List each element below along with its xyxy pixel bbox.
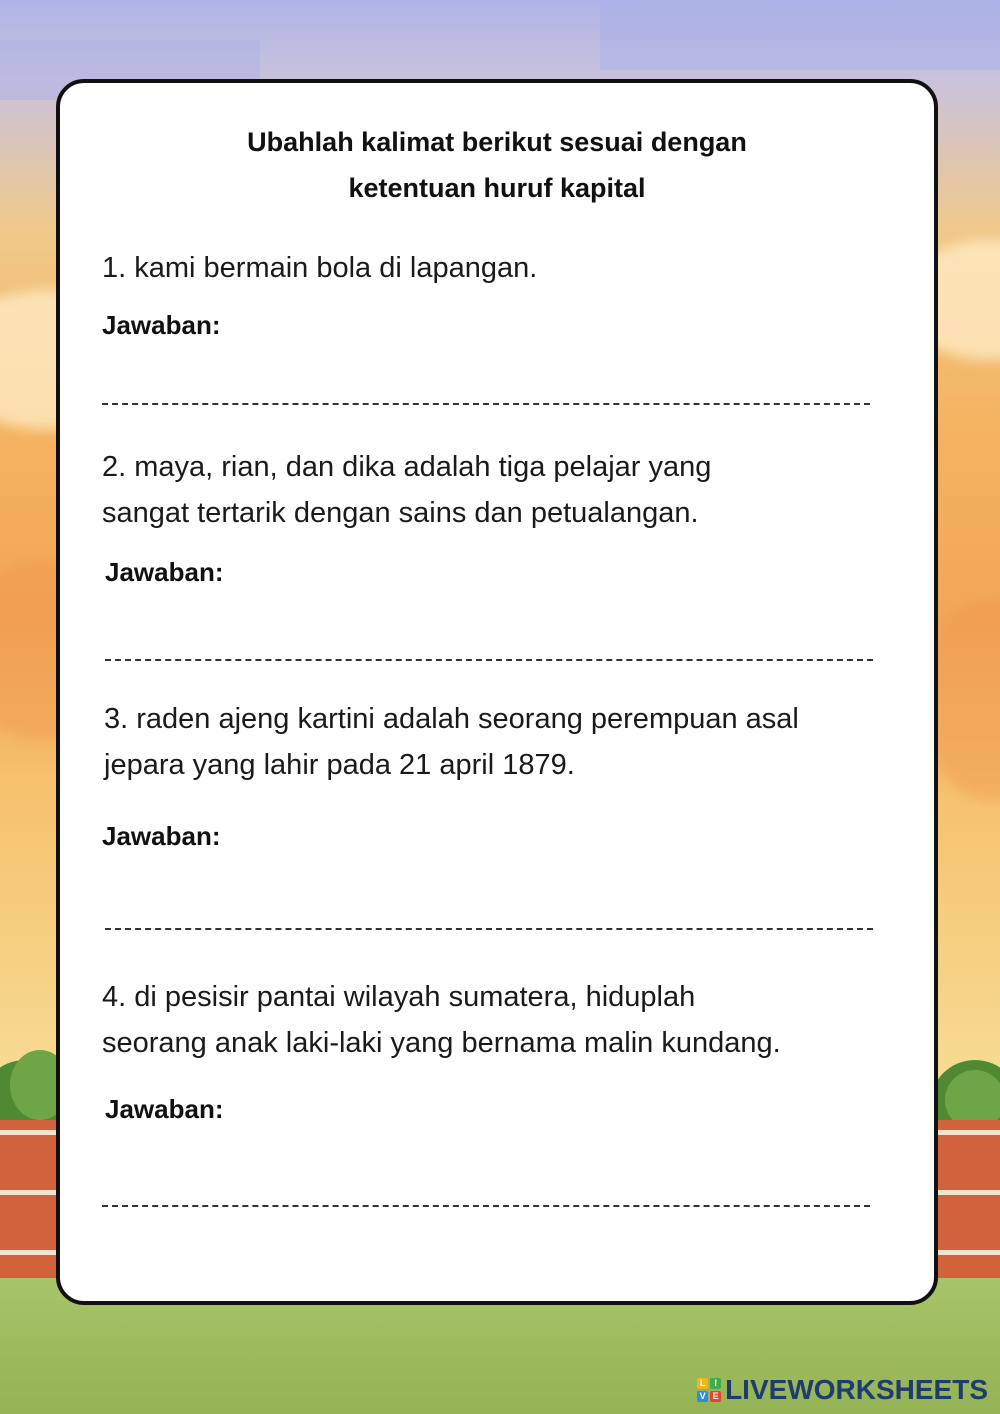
answer-label-3: Jawaban:: [102, 821, 221, 851]
question-3: [104, 696, 799, 788]
question-1: [102, 245, 537, 291]
question-2-line-2: sangat tertarik dengan sains dan petualangan.: [102, 497, 699, 529]
answer-line-3[interactable]: [105, 928, 873, 930]
answer-label-4: Jawaban:: [105, 1094, 224, 1124]
worksheet-card: [56, 79, 938, 1305]
question-1-line-1: 1. kami bermain bola di lapangan.: [102, 252, 538, 284]
question-4: [102, 974, 781, 1066]
question-3-line-1: 3. raden ajeng kartini adalah seorang perempuan asal: [104, 703, 799, 735]
question-4-line-2: seorang anak laki-laki yang bernama malin kundang.: [102, 1027, 781, 1059]
logo-mark-letter: V: [697, 1391, 708, 1402]
instruction-line-2: ketentuan huruf kapital: [348, 173, 646, 203]
liveworksheets-logo[interactable]: [697, 1374, 988, 1406]
sky-strip: [600, 0, 1000, 70]
logo-text: LIVEWORKSHEETS: [725, 1374, 988, 1405]
answer-label-1: Jawaban:: [102, 310, 221, 340]
answer-line-4[interactable]: [102, 1205, 870, 1207]
logo-mark-letter: E: [710, 1391, 721, 1402]
instruction-heading: [60, 119, 934, 211]
question-4-line-1: 4. di pesisir pantai wilayah sumatera, hiduplah: [102, 981, 696, 1013]
logo-mark-letter: L: [697, 1378, 708, 1389]
question-2-line-1: 2. maya, rian, dan dika adalah tiga pelajar yang: [102, 451, 712, 483]
answer-line-1[interactable]: [102, 403, 870, 405]
question-3-line-2: jepara yang lahir pada 21 april 1879.: [104, 749, 575, 781]
logo-mark-icon: [697, 1378, 721, 1402]
instruction-line-1: Ubahlah kalimat berikut sesuai dengan: [247, 127, 747, 157]
answer-line-2[interactable]: [105, 659, 873, 661]
logo-mark-letter: I: [710, 1378, 721, 1389]
question-2: [102, 444, 711, 536]
answer-label-2: Jawaban:: [105, 557, 224, 587]
